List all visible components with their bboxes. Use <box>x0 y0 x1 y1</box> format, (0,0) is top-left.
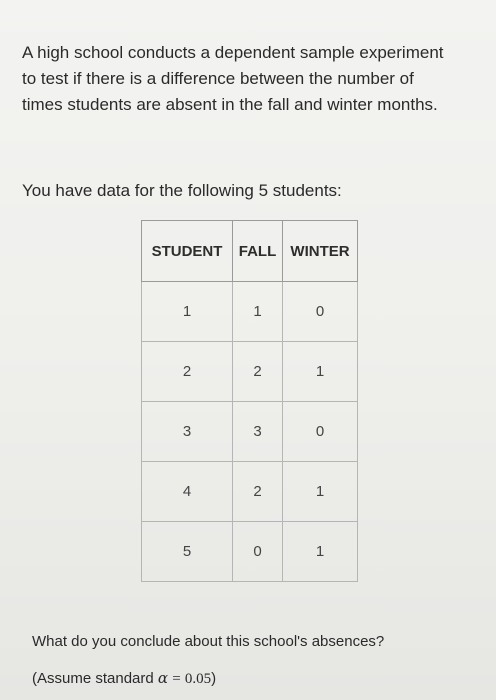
assumption-suffix: ) <box>211 670 217 687</box>
absence-table <box>141 220 358 582</box>
table-cell: 0 <box>283 282 358 342</box>
table-cell: 1 <box>283 462 358 522</box>
table-cell: 1 <box>142 282 233 342</box>
table-header-row <box>142 221 358 282</box>
column-header-student: STUDENT <box>142 221 233 282</box>
data-intro: You have data for the following 5 students: <box>22 181 342 200</box>
alpha-value: 0.05 <box>184 671 212 687</box>
table-cell: 1 <box>233 282 283 342</box>
problem-statement <box>22 40 482 118</box>
table-cell: 3 <box>142 402 233 462</box>
problem-line: to test if there is a difference between the number of <box>22 69 414 88</box>
table-cell: 2 <box>233 342 283 402</box>
conclusion-question: What do you conclude about this school's absences? <box>32 633 385 650</box>
alpha-symbol: α <box>157 669 169 687</box>
table-row <box>142 402 358 462</box>
column-header-fall: FALL <box>233 221 283 282</box>
table-row <box>142 522 358 582</box>
problem-line: times students are absent in the fall and winter months. <box>22 95 438 114</box>
table-cell: 0 <box>283 402 358 462</box>
assumption-prefix: (Assume standard <box>32 670 154 687</box>
table-row <box>142 462 358 522</box>
problem-line: A high school conducts a dependent sample experiment <box>22 43 444 62</box>
table-cell: 1 <box>283 342 358 402</box>
table-cell: 1 <box>283 522 358 582</box>
table-cell: 2 <box>142 342 233 402</box>
table-cell: 4 <box>142 462 233 522</box>
table-row <box>142 282 358 342</box>
table-cell: 2 <box>233 462 283 522</box>
table-row <box>142 342 358 402</box>
table-cell: 0 <box>233 522 283 582</box>
column-header-winter: WINTER <box>283 221 358 282</box>
table-cell: 3 <box>233 402 283 462</box>
equals-sign: = <box>172 671 181 687</box>
table-cell: 5 <box>142 522 233 582</box>
alpha-assumption <box>32 669 216 688</box>
